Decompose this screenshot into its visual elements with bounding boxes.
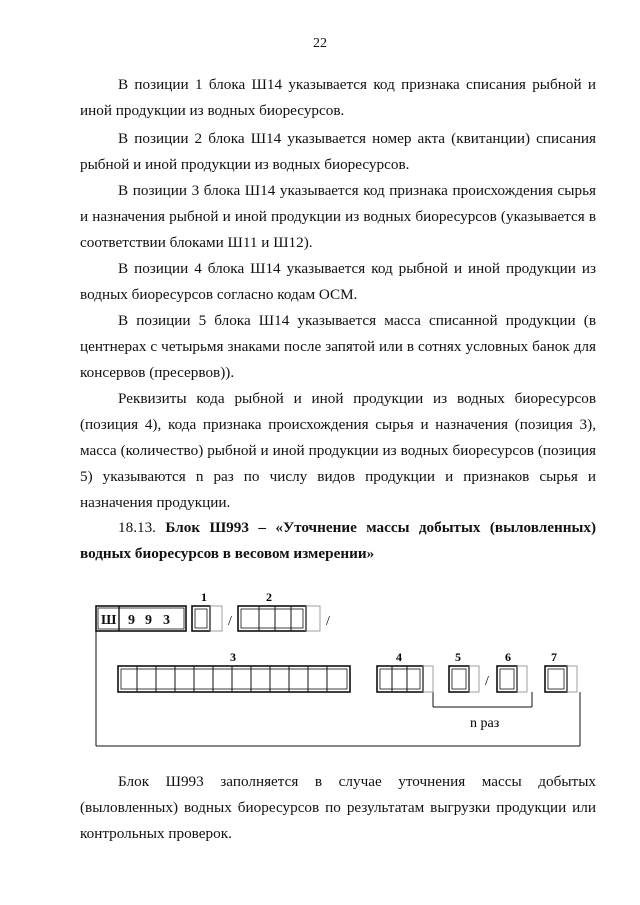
section-number: 18.13. [118, 519, 156, 536]
section-title: Блок Ш993 – «Уточнение массы добытых (выловленных) водных биоресурсов в весовом измерении» [80, 519, 596, 562]
position-2-cells [238, 606, 320, 631]
paragraph-requisites [80, 386, 596, 516]
block-code-char: Ш [101, 613, 117, 628]
position-1-cells [192, 606, 222, 631]
separator-slash: / [228, 614, 232, 629]
position-label-3: 3 [230, 650, 236, 664]
position-3-cells [118, 666, 350, 692]
position-5-cells [449, 666, 479, 692]
block-code-char: 3 [163, 613, 170, 628]
position-label-1: 1 [201, 590, 207, 604]
position-label-7: 7 [551, 650, 557, 664]
position-label-5: 5 [455, 650, 461, 664]
paragraph-position-1 [80, 72, 596, 124]
paragraph-position-5 [80, 308, 596, 386]
position-4-cells [377, 666, 433, 692]
block-code-letters [101, 613, 170, 628]
position-label-4: 4 [396, 650, 402, 664]
paragraph-text: В позиции 1 блока Ш14 указывается код признака списания рыбной и иной продукции из водных биоресурсов. [80, 76, 596, 119]
paragraph-text: В позиции 2 блока Ш14 указывается номер акта (квитанции) списания рыбной и иной продукции из водных биоресурсов. [80, 130, 596, 173]
paragraph-text: В позиции 3 блока Ш14 указывается код признака происхождения сырья и назначения рыбной и иной продукции из водных биоресурсов (указывается в соответствии блоками Ш11 и Ш12). [80, 182, 596, 251]
separator-slash: / [485, 674, 489, 689]
paragraph-text: В позиции 4 блока Ш14 указывается код рыбной и иной продукции из водных биоресурсов согласно кодам ОСМ. [80, 260, 596, 303]
paragraph-text: Блок Ш993 заполняется в случае уточнения массы добытых (выловленных) водных биоресурсов по результатам выгрузки продукции или контрольных проверок. [80, 773, 596, 842]
page-number: 22 [313, 36, 327, 51]
position-7-cells [545, 666, 577, 692]
connector-lines [96, 631, 580, 746]
paragraph-position-4 [80, 256, 596, 308]
paragraph-position-3 [80, 178, 596, 256]
position-label-6: 6 [505, 650, 511, 664]
position-6-cells [497, 666, 527, 692]
diagram-svg [0, 585, 640, 755]
paragraph-text: В позиции 5 блока Ш14 указывается масса списанной продукции (в центнерах с четырьмя знаками после запятой или в сотнях условных банок для консервов (пресервов)). [80, 312, 596, 381]
paragraph-text: Реквизиты кода рыбной и иной продукции из водных биоресурсов (позиция 4), кода признака происхождения сырья и назначения (позиция 3), масса (количество) рыбной и иной продукции из водных биоресурсов (позиция 5) указываются n раз по числу видов продукции и признаков сырья и назначения продукции. [80, 390, 596, 511]
section-heading [80, 515, 596, 567]
block-layout-diagram [0, 585, 640, 755]
paragraph-final [80, 769, 596, 847]
block-code-char: 9 [145, 613, 152, 628]
position-label-2: 2 [266, 590, 272, 604]
repeat-label: n раз [470, 716, 500, 731]
separator-slash: / [326, 614, 330, 629]
paragraph-position-2 [80, 126, 596, 178]
block-code-char: 9 [128, 613, 135, 628]
